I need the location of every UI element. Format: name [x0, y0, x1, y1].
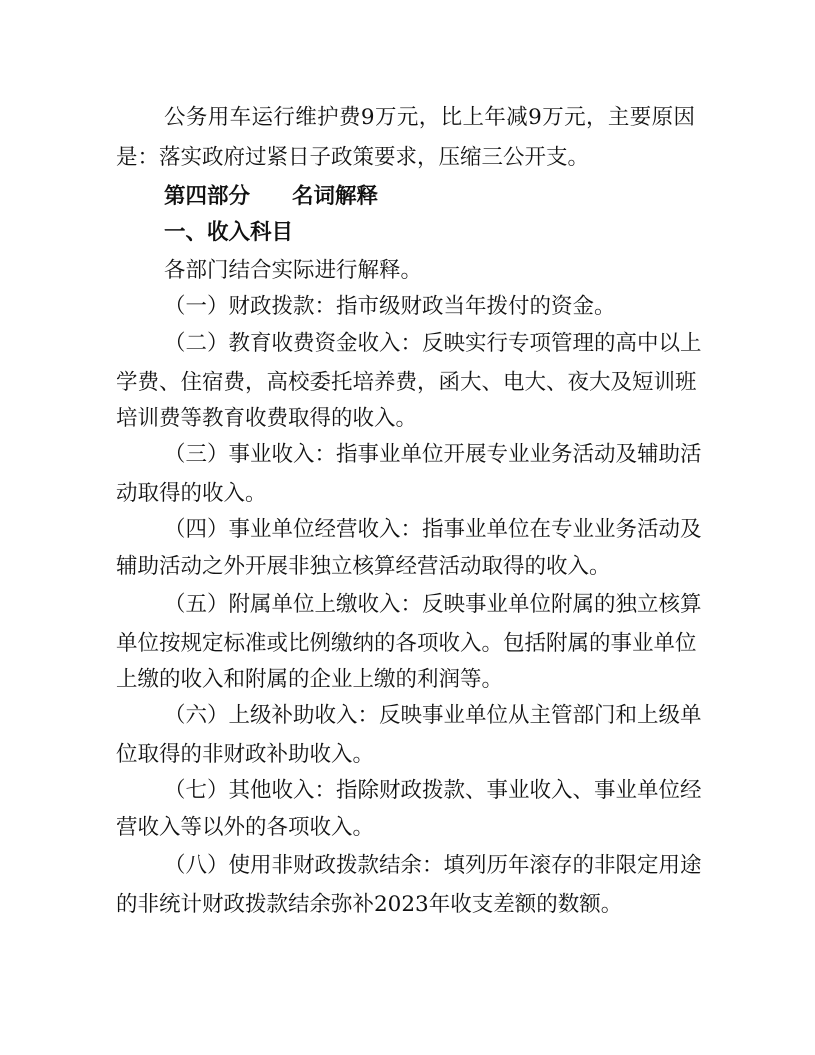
paragraph-line: 辅助活动之外开展非独立核算经营活动取得的收入。 [116, 554, 611, 579]
paragraph-line: 上缴的收入和附属的企业上缴的利润等。 [116, 667, 504, 692]
paragraph-line: 各部门结合实际进行解释。 [164, 258, 423, 283]
section-part: 第四部分 [164, 184, 251, 209]
paragraph-line: （六）上级补助收入：反映事业单位从主管部门和上级单 [164, 703, 702, 728]
paragraph-line: 单位按规定标准或比例缴纳的各项收入。包括附属的事业单位 [116, 631, 697, 656]
paragraph-line: （五）附属单位上缴收入：反映事业单位附属的独立核算 [164, 592, 702, 617]
section-heading [164, 180, 815, 214]
paragraph-line: 学费、住宿费，高校委托培养费，函大、电大、夜大及短训班 [116, 370, 697, 395]
subheading-income-items: 一、收入科目 [164, 220, 294, 245]
paragraph-line: 培训费等教育收费取得的收入。 [116, 406, 418, 431]
paragraph-line: （四）事业单位经营收入：指事业单位在专业业务活动及 [164, 517, 702, 542]
paragraph-line: （八）使用非财政拨款结余：填列历年滚存的非限定用途 [164, 853, 702, 878]
paragraph-line: （一）财政拨款：指市级财政当年拨付的资金。 [164, 294, 616, 319]
paragraph-line: （三）事业收入：指事业单位开展专业业务活动及辅助活 [164, 442, 702, 467]
paragraph-line: （二）教育收费资金收入：反映实行专项管理的高中以上 [164, 331, 702, 356]
section-title: 名词解释 [292, 184, 379, 209]
paragraph-line: 营收入等以外的各项收入。 [116, 815, 375, 840]
paragraph-line: 动取得的收入。 [116, 481, 267, 506]
paragraph-line: 公务用车运行维护费9万元，比上年减9万元，主要原因 [164, 105, 695, 130]
paragraph-line: 的非统计财政拨款结余弥补2023年收支差额的数额。 [116, 892, 623, 917]
paragraph-line: 是：落实政府过紧日子政策要求，压缩三公开支。 [116, 145, 590, 170]
paragraph-line: （七）其他收入：指除财政拨款、事业收入、事业单位经 [164, 778, 702, 803]
paragraph-line: 位取得的非财政补助收入。 [116, 742, 375, 767]
